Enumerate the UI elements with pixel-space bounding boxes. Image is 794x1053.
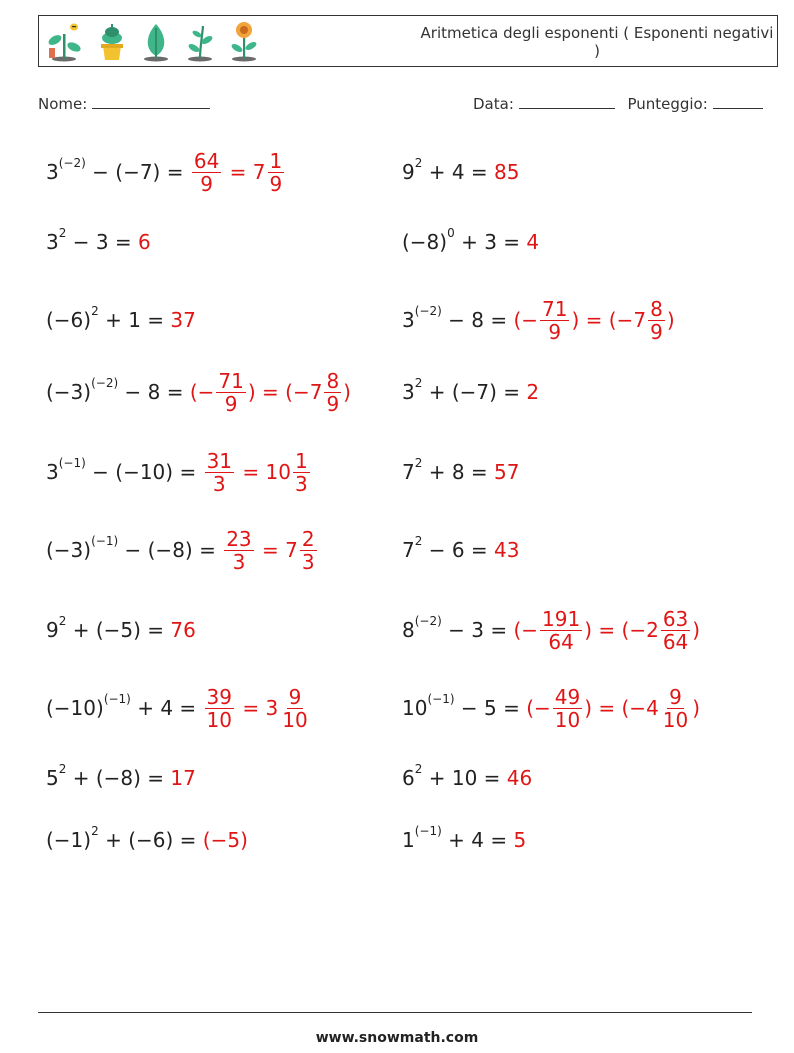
mixed-number: [622, 608, 701, 653]
operation: − (−10) =: [85, 460, 203, 484]
answer-fraction: [540, 298, 569, 343]
header-icons: [43, 20, 261, 62]
problem-item: [46, 678, 312, 738]
answer-fraction-numerator: 49: [554, 684, 581, 709]
mixed-fraction: [661, 608, 690, 653]
answer-fraction-numerator: 64: [193, 148, 220, 173]
close-paren: ): [584, 696, 593, 720]
problem-item: [46, 212, 151, 272]
problem-expression: [46, 824, 203, 852]
exponent: (−1): [58, 456, 86, 470]
answer: [203, 828, 248, 852]
answer: [494, 460, 519, 484]
base: 8: [402, 618, 415, 642]
mixed-fraction: [280, 686, 309, 731]
mixed-whole: 7: [309, 380, 323, 404]
footer-url: www.snowmath.com: [315, 1030, 479, 1046]
exponent: 2: [414, 376, 423, 390]
operation: − (−8) =: [118, 538, 223, 562]
mixed-number: [285, 528, 318, 573]
answer-fraction-denominator: 9: [224, 391, 238, 416]
mixed-fraction-numerator: 2: [301, 526, 315, 551]
operation: − 5 =: [454, 696, 527, 720]
answer-value: 85: [494, 160, 520, 184]
equals-sign: =: [236, 460, 266, 484]
mixed-fraction: [300, 528, 317, 573]
mixed-fraction: [293, 450, 310, 495]
close-paren: ): [692, 618, 701, 642]
name-blank[interactable]: [92, 94, 210, 109]
mixed-fraction: [661, 686, 690, 731]
close-paren: ): [666, 308, 675, 332]
mixed-fraction-denominator: 3: [294, 471, 308, 496]
problem-item: [46, 442, 312, 502]
problem-expression: [402, 456, 495, 484]
problem-expression: [402, 156, 495, 184]
mixed-whole: 2: [646, 618, 659, 642]
operation: − 8 =: [118, 380, 190, 404]
worksheet-title: Aritmetica degli esponenti ( Esponenti negativi ): [420, 24, 774, 60]
mixed-fraction-numerator: 1: [269, 148, 283, 173]
answer-value: 2: [526, 380, 540, 404]
mixed-whole: 10: [265, 460, 291, 484]
answer: [170, 308, 195, 332]
open-paren: (−: [621, 618, 647, 642]
mixed-fraction-denominator: 3: [301, 549, 315, 574]
operation: + 4 =: [130, 696, 203, 720]
problem-item: [402, 442, 520, 502]
open-paren: (−: [189, 380, 215, 404]
answer: [170, 618, 195, 642]
mixed-number: [265, 686, 311, 731]
answer: [494, 538, 519, 562]
answer: [526, 380, 539, 404]
equals-sign: =: [579, 308, 609, 332]
mixed-whole: 3: [265, 696, 279, 720]
answer-fraction: [553, 686, 582, 731]
problem-item: [402, 678, 700, 738]
mixed-fraction-denominator: 10: [662, 707, 689, 732]
mixed-whole: 7: [633, 308, 647, 332]
answer-fraction-denominator: 3: [212, 471, 226, 496]
answer: [222, 528, 318, 573]
answer-fraction-numerator: 71: [542, 296, 568, 321]
exponent: 2: [414, 762, 423, 776]
answer-value: 43: [494, 538, 520, 562]
base: 3: [46, 160, 59, 184]
base: 3: [46, 460, 59, 484]
operation: + (−8) =: [66, 766, 171, 790]
answer: [203, 686, 312, 731]
exponent: (−1): [103, 692, 131, 706]
operation: + (−6) =: [98, 828, 203, 852]
answer: [513, 298, 674, 343]
answer-fraction-numerator: 39: [206, 684, 232, 709]
base: (−1): [46, 828, 92, 852]
answer: [526, 230, 539, 254]
problem-expression: [46, 156, 190, 184]
answer-fraction-denominator: 10: [206, 707, 232, 732]
operation: + 4 =: [422, 160, 495, 184]
base: 1: [402, 828, 415, 852]
problem-item: [402, 810, 526, 870]
base: 6: [402, 766, 415, 790]
potted-plant-icon: [95, 20, 129, 62]
problem-expression: [46, 762, 171, 790]
answer-value: 37: [170, 308, 196, 332]
problem-item: [402, 362, 539, 422]
answer-fraction-numerator: 191: [542, 606, 581, 631]
problem-item: [46, 520, 319, 580]
worksheet-header: [38, 15, 778, 67]
operation: + 1 =: [98, 308, 171, 332]
close-paren: ): [571, 308, 580, 332]
answer-fraction-numerator: 31: [206, 448, 233, 473]
mixed-whole: 7: [285, 538, 298, 562]
answer: [513, 828, 526, 852]
problem-item: [402, 520, 520, 580]
exponent: 2: [58, 226, 67, 240]
answer: [513, 608, 700, 653]
mixed-fraction-numerator: 9: [669, 684, 682, 709]
answer-fraction-numerator: 71: [218, 368, 244, 393]
mixed-number: [266, 450, 312, 495]
operation: + 4 =: [441, 828, 514, 852]
problem-expression: [46, 692, 203, 720]
base: (−10): [46, 696, 104, 720]
operation: + 3 =: [454, 230, 527, 254]
operation: − 3 =: [66, 230, 139, 254]
operation: + 8 =: [422, 460, 495, 484]
date-label: Data:: [473, 95, 514, 113]
exponent: (−2): [91, 376, 119, 390]
problem-item: [46, 142, 286, 202]
operation: + (−7) =: [422, 380, 527, 404]
sunflower-icon: [227, 20, 261, 62]
score-blank[interactable]: [713, 94, 763, 109]
mixed-fraction-numerator: 8: [326, 368, 340, 393]
answer: [494, 160, 519, 184]
answer-value: 57: [494, 460, 520, 484]
answer: [138, 230, 151, 254]
exponent: 2: [58, 762, 67, 776]
exponent: (−2): [58, 156, 86, 170]
mixed-fraction: [268, 150, 285, 195]
problem-expression: [402, 614, 514, 642]
mixed-number: [285, 370, 351, 415]
mixed-fraction-denominator: 64: [662, 629, 689, 654]
problem-expression: [402, 376, 527, 404]
answer: [203, 450, 312, 495]
base: 9: [402, 160, 415, 184]
exponent: 0: [447, 226, 455, 240]
answer: [190, 370, 351, 415]
exponent: (−2): [414, 614, 442, 628]
operation: − (−7) =: [85, 160, 190, 184]
problem-expression: [402, 762, 507, 790]
close-paren: ): [692, 696, 701, 720]
problem-expression: [46, 534, 223, 562]
problem-expression: [402, 226, 527, 254]
open-paren: (−: [526, 696, 551, 720]
answer-fraction: [216, 370, 245, 415]
problem-item: [402, 142, 520, 202]
equals-sign: =: [592, 696, 622, 720]
open-paren: (−: [285, 380, 310, 404]
open-paren: (−: [513, 618, 539, 642]
problem-expression: [402, 692, 527, 720]
equals-sign: =: [255, 538, 286, 562]
mixed-whole: 4: [646, 696, 659, 720]
answer-fraction-denominator: 64: [548, 629, 574, 654]
operation: + (−5) =: [66, 618, 171, 642]
mixed-fraction-denominator: 9: [650, 319, 663, 344]
problem-expression: [46, 614, 171, 642]
answer-value: 4: [526, 230, 540, 254]
mixed-number: [622, 686, 701, 731]
open-paren: (−: [608, 308, 634, 332]
mixed-fraction-denominator: 9: [269, 171, 283, 196]
answer: [170, 766, 195, 790]
answer-fraction-denominator: 10: [554, 707, 581, 732]
problem-item: [402, 600, 700, 660]
problem-item: [402, 748, 532, 808]
close-paren: ): [343, 380, 351, 404]
exponent: 2: [414, 534, 423, 548]
exponent: (−1): [414, 824, 442, 838]
base: 5: [46, 766, 59, 790]
answer-value: 17: [170, 766, 196, 790]
operation: − 8 =: [441, 308, 514, 332]
base: 7: [402, 460, 415, 484]
problem-item: [402, 212, 539, 272]
base: 9: [46, 618, 59, 642]
answer-fraction: [540, 608, 582, 653]
answer-fraction: [192, 150, 221, 195]
answer-value: 6: [138, 230, 151, 254]
leaf-icon: [139, 20, 173, 62]
mixed-whole: 7: [252, 160, 266, 184]
exponent: (−2): [414, 304, 442, 318]
exponent: 2: [414, 156, 423, 170]
operation: − 6 =: [422, 538, 495, 562]
answer: [507, 766, 532, 790]
mixed-fraction-numerator: 8: [650, 296, 663, 321]
mixed-fraction-numerator: 1: [294, 448, 308, 473]
problem-item: [46, 362, 351, 422]
base: (−3): [46, 538, 92, 562]
problem-item: [46, 810, 248, 870]
exponent: (−1): [91, 534, 119, 548]
operation: + 10 =: [422, 766, 507, 790]
answer: [190, 150, 286, 195]
answer-fraction-denominator: 9: [548, 319, 562, 344]
problem-item: [46, 290, 196, 350]
base: 7: [402, 538, 415, 562]
open-paren: (−: [513, 308, 539, 332]
problem-expression: [46, 304, 171, 332]
equals-sign: =: [223, 160, 253, 184]
exponent: 2: [414, 456, 423, 470]
problem-item: [46, 748, 196, 808]
answer-fraction: [205, 450, 234, 495]
answer-fraction-numerator: 23: [226, 526, 252, 551]
name-field: [38, 94, 210, 113]
answer-value: 46: [506, 766, 533, 790]
answer: [526, 686, 700, 731]
problem-expression: [402, 824, 514, 852]
answer-value: (−5): [202, 828, 248, 852]
answer-fraction-denominator: 3: [232, 549, 246, 574]
base: 10: [402, 696, 428, 720]
score-label: Punteggio:: [627, 95, 708, 113]
open-paren: (−: [621, 696, 647, 720]
date-field: [473, 94, 763, 113]
mixed-number: [253, 150, 286, 195]
exponent: 2: [58, 614, 67, 628]
mixed-number: [609, 298, 675, 343]
close-paren: ): [247, 380, 256, 404]
exponent: 2: [91, 824, 99, 838]
mixed-fraction-numerator: 63: [662, 606, 689, 631]
answer-fraction: [205, 686, 234, 731]
problem-expression: [46, 226, 139, 254]
exponent: (−1): [427, 692, 455, 706]
mixed-fraction-denominator: 9: [326, 391, 340, 416]
name-label: Nome:: [38, 95, 88, 113]
base: 3: [402, 308, 415, 332]
problem-expression: [402, 534, 495, 562]
problem-expression: [46, 376, 190, 404]
problem-item: [402, 290, 675, 350]
base: (−6): [46, 308, 92, 332]
operation: − 3 =: [441, 618, 514, 642]
answer-fraction: [224, 528, 253, 573]
answer-value: 76: [170, 618, 196, 642]
problem-expression: [46, 456, 203, 484]
answer-fraction-denominator: 9: [200, 171, 213, 196]
equals-sign: =: [255, 380, 286, 404]
base: 3: [402, 380, 415, 404]
plant-with-bee-icon: [43, 20, 85, 62]
base: (−3): [46, 380, 92, 404]
close-paren: ): [584, 618, 593, 642]
mixed-fraction: [648, 298, 665, 343]
exponent: 2: [91, 304, 99, 318]
mixed-fraction: [324, 370, 341, 415]
base: (−8): [402, 230, 448, 254]
mixed-fraction-numerator: 9: [288, 684, 302, 709]
problem-item: [46, 600, 196, 660]
date-blank[interactable]: [519, 94, 615, 109]
equals-sign: =: [592, 618, 622, 642]
footer-divider: [38, 1012, 752, 1013]
mixed-fraction-denominator: 10: [282, 707, 308, 732]
problem-expression: [402, 304, 514, 332]
base: 3: [46, 230, 59, 254]
sprout-icon: [183, 20, 217, 62]
equals-sign: =: [236, 696, 266, 720]
answer-value: 5: [513, 828, 527, 852]
